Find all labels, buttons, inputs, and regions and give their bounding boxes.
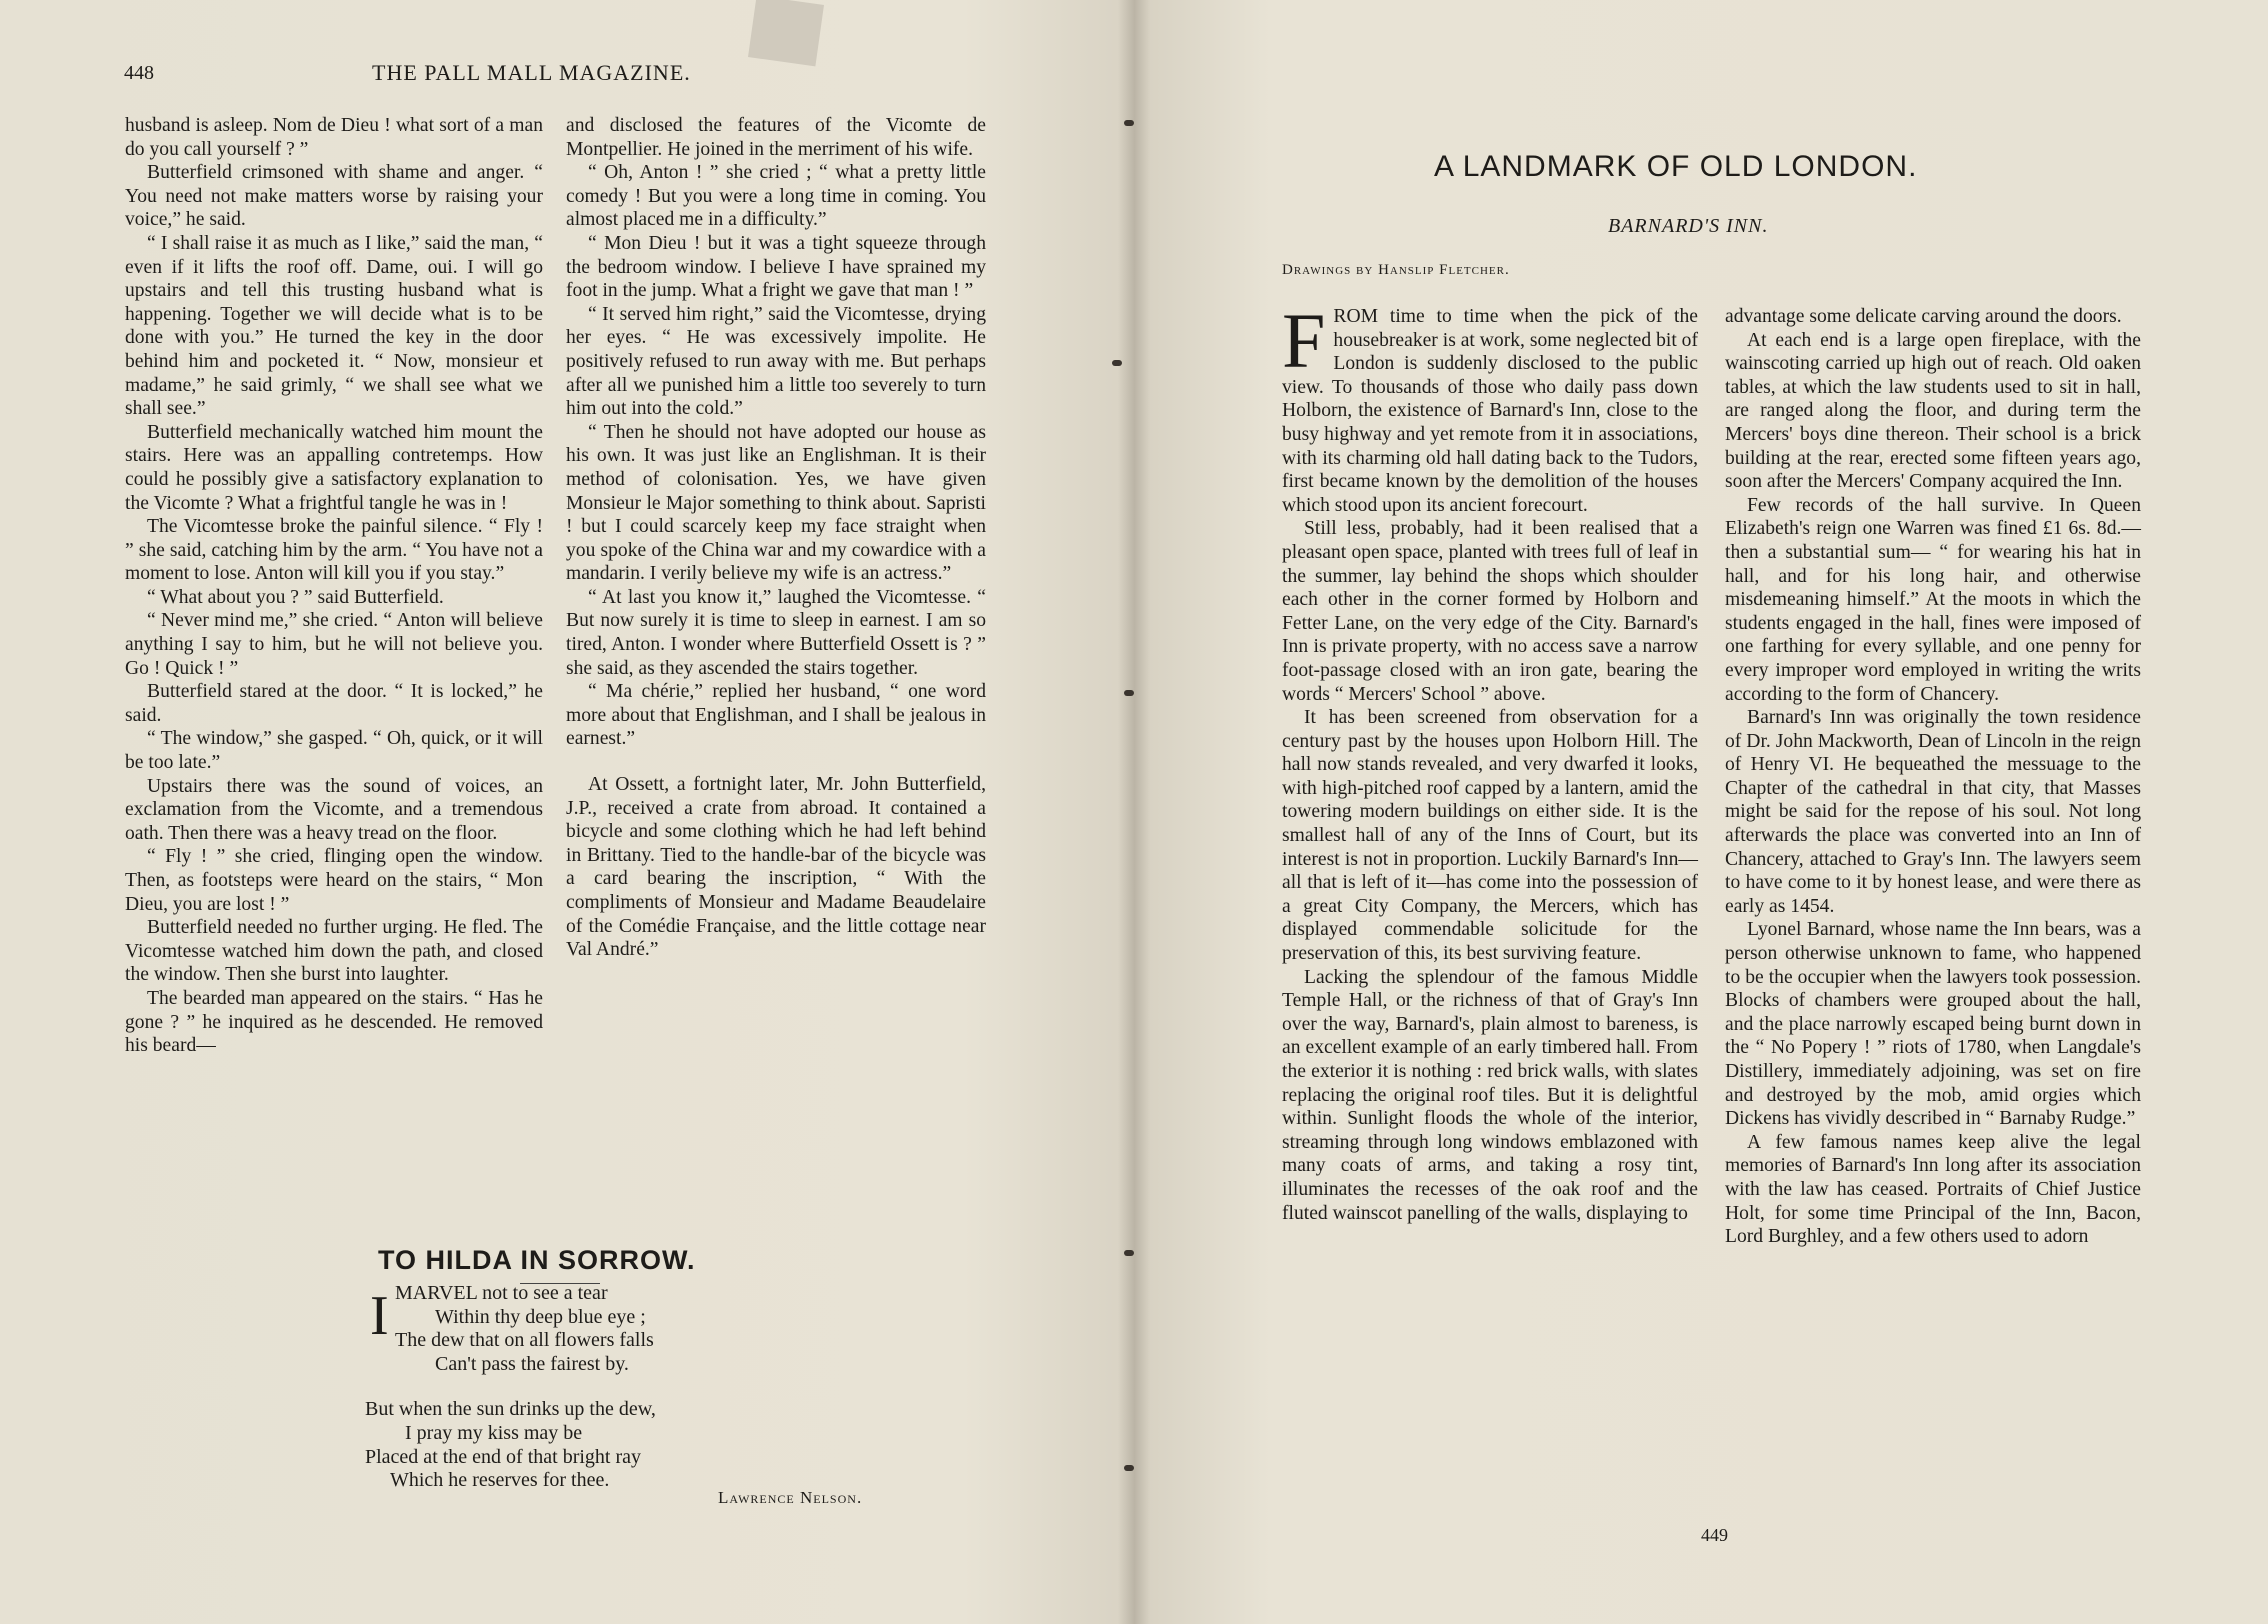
paragraph: Barnard's Inn was originally the town residence of Dr. John Mackworth, Dean of Lincoln in the reign of Henry VI. He bequeathed the messuage to the Chapter of the cathedral in that city, that Masses might be said for the repose of his soul. Not long afterwards the place was converted into an Inn of Chancery, attached to Gray's Inn. The lawyers seem to have come to it by honest lease, and were there as early as 1454. [1725,707,2141,917]
paragraph: “ Fly ! ” she cried, flinging open the window. Then, as footsteps were heard on the stairs, “ Mon Dieu, you are lost ! ” [125,846,543,915]
paragraph [1282,297,1698,517]
poem-line: Which he reserves for thee. [390,1469,610,1492]
binding-stitch [1124,120,1134,126]
left-column-2 [566,114,986,962]
paragraph: “ Never mind me,” she cried. “ Anton will believe anything I say to him, but he will not believe you. Go ! Quick ! ” [125,610,543,679]
paragraph: “ Mon Dieu ! but it was a tight squeeze through the bedroom window. I believe I have sprained my foot in the jump. What a fright we gave that man ! ” [566,232,986,302]
poem-line: The dew that on all flowers falls [395,1329,654,1352]
paragraph: Upstairs there was the sound of voices, an exclamation from the Vicomte, and a tremendous oath. Then there was a heavy tread on the floor. [125,775,543,844]
paragraph: At each end is a large open fireplace, with the wainscoting carried up high out of reach. Old oaken tables, at which the law students used to sit in hall, are ranged along the floor, and during term the Mercers' boys dine thereon. Their school is a brick building at the rear, erected some fifteen years ago, soon after the Mercers' Company acquired the Inn. [1725,329,2141,493]
paragraph: “ I shall raise it as much as I like,” said the man, “ even if it lifts the roof off. Dame, oui. I will go upstairs and tell this trusting husband what is happening. Together we will decide what is to be done with you.” He turned the key in the door behind him and pocketed it. “ Now, monsieur et madame,” he said grimly, “ we shall see what we shall see.” [125,232,543,420]
paragraph: At Ossett, a fortnight later, Mr. John Butterfield, J.P., received a crate from abroad. It contained a bicycle and some clothing which he had left behind in Brittany. Tied to the handle-bar of the bicycle was a card bearing the inscription, “ With the compliments of Monsieur and Madame Beaudelaire of the Comédie Française, and the little cottage near Val André.” [566,774,986,961]
paragraph: Butterfield stared at the door. “ It is locked,” he said. [125,681,543,726]
paragraph: Lyonel Barnard, whose name the Inn bears, was a person otherwise unknown to fame, who happened to be the occupier when the lawyers took possession. Blocks of chambers were grouped about the hall, and the place narrowly escaped being burnt down in the “ No Popery ! ” riots of 1780, when Langdale's Distillery, immediately adjoining, was set on fire and destroyed by the mob, amid orgies which Dickens has vividly described in “ Barnaby Rudge.” [1725,919,2141,1130]
paragraph: Butterfield needed no further urging. He fled. The Vicomtesse watched him down the path, and closed the window. Then she burst into laughter. [125,917,543,986]
article-drop-cap: F [1282,297,1326,384]
paragraph: The bearded man appeared on the stairs. “ Has he gone ? ” he inquired as he descended. He removed his beard— [125,987,543,1057]
paragraph: “ What about you ? ” said Butterfield. [147,586,444,608]
article-title: A LANDMARK OF OLD LONDON. [1434,150,1918,183]
poem [365,1282,925,1493]
paragraph: husband is asleep. Nom de Dieu ! what sort of a man do you call yourself ? ” [125,115,543,160]
book-gutter [1118,0,1150,1624]
paragraph-text: ROM time to time when the pick of the housebreaker is at work, some neglected bit of London is suddenly disclosed to the public view. To thousands of those who daily pass down Holborn, the existence of Barnard's Inn, close to the busy highway and yet remote from it in associations, with its charming old hall dating back to the Tudors, first became known by the demolition of the houses which stood upon its ancient forecourt. [1282,306,1698,516]
poem-line: Placed at the end of that bright ray [365,1445,642,1468]
paragraph: Butterfield crimsoned with shame and anger. “ You need not make matters worse by raising your voice,” he said. [125,162,543,231]
page-number-right: 449 [1701,1525,1728,1545]
poem-title: TO HILDA IN SORROW. [378,1245,696,1275]
paragraph: Lacking the splendour of the famous Middle Temple Hall, or the richness of that of Gray's Inn over the way, Barnard's, plain almost to bareness, is an excellent example of an early timbered hall. From the exterior it is nothing : red brick walls, with slates replacing the original roof tiles. But it is delightful within. Sunlight floods the whole of the interior, streaming through long windows emblazoned with many coats of arms, and taking a rosy tint, illuminates the recesses of the oak roof and the fluted wainscot panelling of the walls, displaying to [1282,966,1698,1224]
paragraph: It has been screened from observation for a century past by the houses upon Holborn Hill. The hall now stands revealed, and very dwarfed it looks, with high-pitched roof capped by a lantern, amid the towering modern buildings on either side. It is the smallest hall of any of the Inns of Court, but its interest is not in proportion. Luckily Barnard's Inn—all that is left of it—has come into the possession of a great City Company, the Mercers, which has displayed commendable solicitude for the preservation of this, its best surviving feature. [1282,707,1698,965]
binding-stitch [1124,1465,1134,1471]
poem-line: But when the sun drinks up the dew, [365,1398,656,1421]
poem-line: MARVEL not to see a tear [395,1282,608,1304]
paragraph: advantage some delicate carving around the doors. [1725,306,2122,327]
paragraph: “ The window,” she gasped. “ Oh, quick, or it will be too late.” [125,728,543,774]
running-head: THE PALL MALL MAGAZINE. [372,60,691,85]
poem-stanza-1 [365,1282,925,1376]
poem-line: Can't pass the fairest by. [435,1352,629,1375]
article-subtitle: BARNARD'S INN. [1608,215,1769,237]
paragraph: Few records of the hall survive. In Queen Elizabeth's reign one Warren was fined £1 6s. 8d.— then a substantial sum— “ for wearing his hat in hall, and for his long hair, and otherwise misdemeaning himself.” At the moots in which the students engaged in the hall, fines were imposed of one farthing for every syllable, and one penny for every improper word employed in writing the writs according to the form of Chancery. [1725,494,2141,705]
binding-stitch [1124,690,1134,696]
poem-line: I pray my kiss may be [405,1421,583,1444]
paragraph: Still less, probably, had it been realised that a pleasant open space, planted with trees full of leaf in the summer, lay behind the shops which shoulder each other in the corner formed by Holborn and Fetter Lane, on the very edge of the City. Barnard's Inn is private property, with no access save a narrow foot-passage closed with an iron gate, bearing the words “ Mercers' School ” above. [1282,518,1698,705]
paragraph: and disclosed the features of the Vicomte de Montpellier. He joined in the merriment of his wife. [566,115,986,160]
page-number-left: 448 [124,62,154,84]
paragraph: The Vicomtesse broke the painful silence. “ Fly ! ” she said, catching him by the arm. “ You have not a moment to lose. Anton will kill you if you stay.” [125,516,543,585]
poem-author: Lawrence Nelson. [718,1488,863,1507]
binding-stitch [1124,1250,1134,1256]
paragraph: Butterfield mechanically watched him mount the stairs. Here was an appalling contretemps. How could he possibly give a satisfactory explanation to the Vicomte ? What a frightful tangle he was in ! [125,421,543,514]
paragraph: “ Then he should not have adopted our house as his own. It was just like an Englishman. It is their method of colonisation. Yes, we have given Monsieur le Major something to think about. Sapristi ! but I could scarcely keep my face straight when you spoke of the China war and my cowardice with a mandarin. I verily believe my wife is an actress.” [566,421,986,585]
right-column-2 [1725,305,2141,1249]
poem-stanza-2 [365,1398,925,1492]
paragraph: “ It served him right,” said the Vicomtesse, drying her eyes. “ He was excessively impolite. He positively refused to run away with me. But perhaps after all we punished him a little too severely to turn him out into the cold.” [566,303,986,420]
left-column-1 [125,114,543,1058]
binding-stitch [1112,360,1122,366]
paragraph: A few famous names keep alive the legal memories of Barnard's Inn long after its association with the law has ceased. Portraits of Chief Justice Holt, for some time Principal of the Inn, Bacon, Lord Burghley, and a few others used to adorn [1725,1131,2141,1248]
paragraph: “ Ma chérie,” replied her husband, “ one word more about that Englishman, and I shall be jealous in earnest.” [566,681,986,750]
tape-mark [748,0,824,66]
illustration-credit: Drawings by Hanslip Fletcher. [1282,262,1510,278]
paragraph: “ Oh, Anton ! ” she cried ; “ what a pretty little comedy ! But you were a long time in coming. You almost placed me in a difficulty.” [566,162,986,231]
poem-line: Within thy deep blue eye ; [435,1305,646,1328]
right-column-1 [1282,297,1698,1225]
paragraph: “ At last you know it,” laughed the Vicomtesse. “ But now surely it is time to sleep in earnest. I am so tired, Anton. I wonder where Butterfield Ossett is ? ” she said, as they ascended the stairs together. [566,586,986,679]
poem-drop-cap: I [370,1285,389,1347]
